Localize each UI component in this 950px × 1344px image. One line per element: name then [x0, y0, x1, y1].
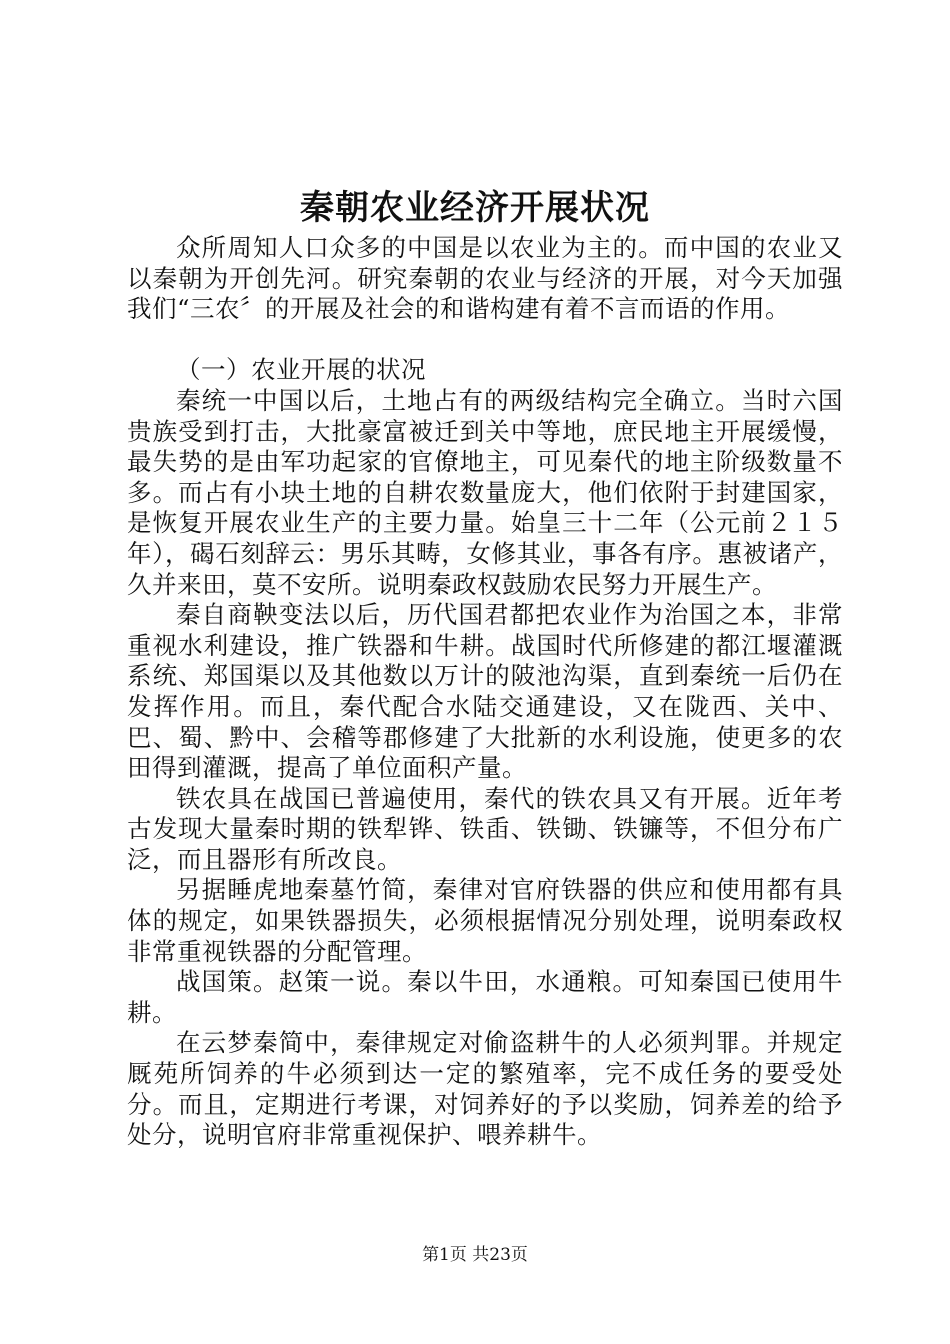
paragraph-zhanguoce: 战国策。赵策一说。秦以牛田，水通粮。可知秦国已使用牛耕。 — [127, 967, 843, 1027]
document-title: 秦朝农业经济开展状况 — [300, 188, 650, 228]
paragraph-bamboo-slips: 另据睡虎地秦墓竹简，秦律对官府铁器的供应和使用都有具体的规定，如果铁器损失，必须根据情况分别处理，说明秦政权非常重视铁器的分配管理。 — [127, 875, 843, 966]
paragraph-oxen-law: 在云梦秦简中，秦律规定对偷盗耕牛的人必须判罪。并规定厩苑所饲养的牛必须到达一定的繁殖率，完不成任务的要受处分。而且，定期进行考课，对饲养好的予以奖励，饲养差的给予处分，说明官府非常重视保护、喂养耕牛。 — [127, 1028, 843, 1150]
section-heading: （一）农业开展的状况 — [176, 355, 426, 385]
paragraph-iron-tools: 铁农具在战国已普遍使用，秦代的铁农具又有开展。近年考古发现大量秦时期的铁犁铧、铁臿、铁锄、铁镰等，不但分布广泛，而且器形有所改良。 — [127, 783, 843, 874]
paragraph-land-ownership: 秦统一中国以后，土地占有的两级结构完全确立。当时六国贵族受到打击，大批豪富被迁到关中等地，庶民地主开展缓慢，最失势的是由军功起家的官僚地主，可见秦代的地主阶级数量不多。而占有小块土地的自耕农数量庞大，他们依附于封建国家，是恢复开展农业生产的主要力量。始皇三十二年（公元前２１５年），碣石刻辞云：男乐其畴，女修其业，事各有序。惠被诸产，久并来田，莫不安所。说明秦政权鼓励农民努力开展生产。 — [127, 385, 843, 599]
paragraph-water-conservancy: 秦自商鞅变法以后，历代国君都把农业作为治国之本，非常重视水利建设，推广铁器和牛耕。战国时代所修建的都江堰灌溉系统、郑国渠以及其他数以万计的陂池沟渠，直到秦统一后仍在发挥作用。而且，秦代配合水陆交通建设，又在陇西、关中、巴、蜀、黔中、会稽等郡修建了大批新的水利设施，使更多的农田得到灌溉，提高了单位面积产量。 — [127, 600, 843, 783]
page-number-footer: 第1页 共23页 — [422, 1245, 528, 1265]
intro-paragraph: 众所周知人口众多的中国是以农业为主的。而中国的农业又以秦朝为开创先河。研究秦朝的农业与经济的开展，对今天加强我们“三农〞的开展及社会的和谐构建有着不言而语的作用。 — [127, 233, 843, 324]
document-body — [127, 233, 843, 1151]
